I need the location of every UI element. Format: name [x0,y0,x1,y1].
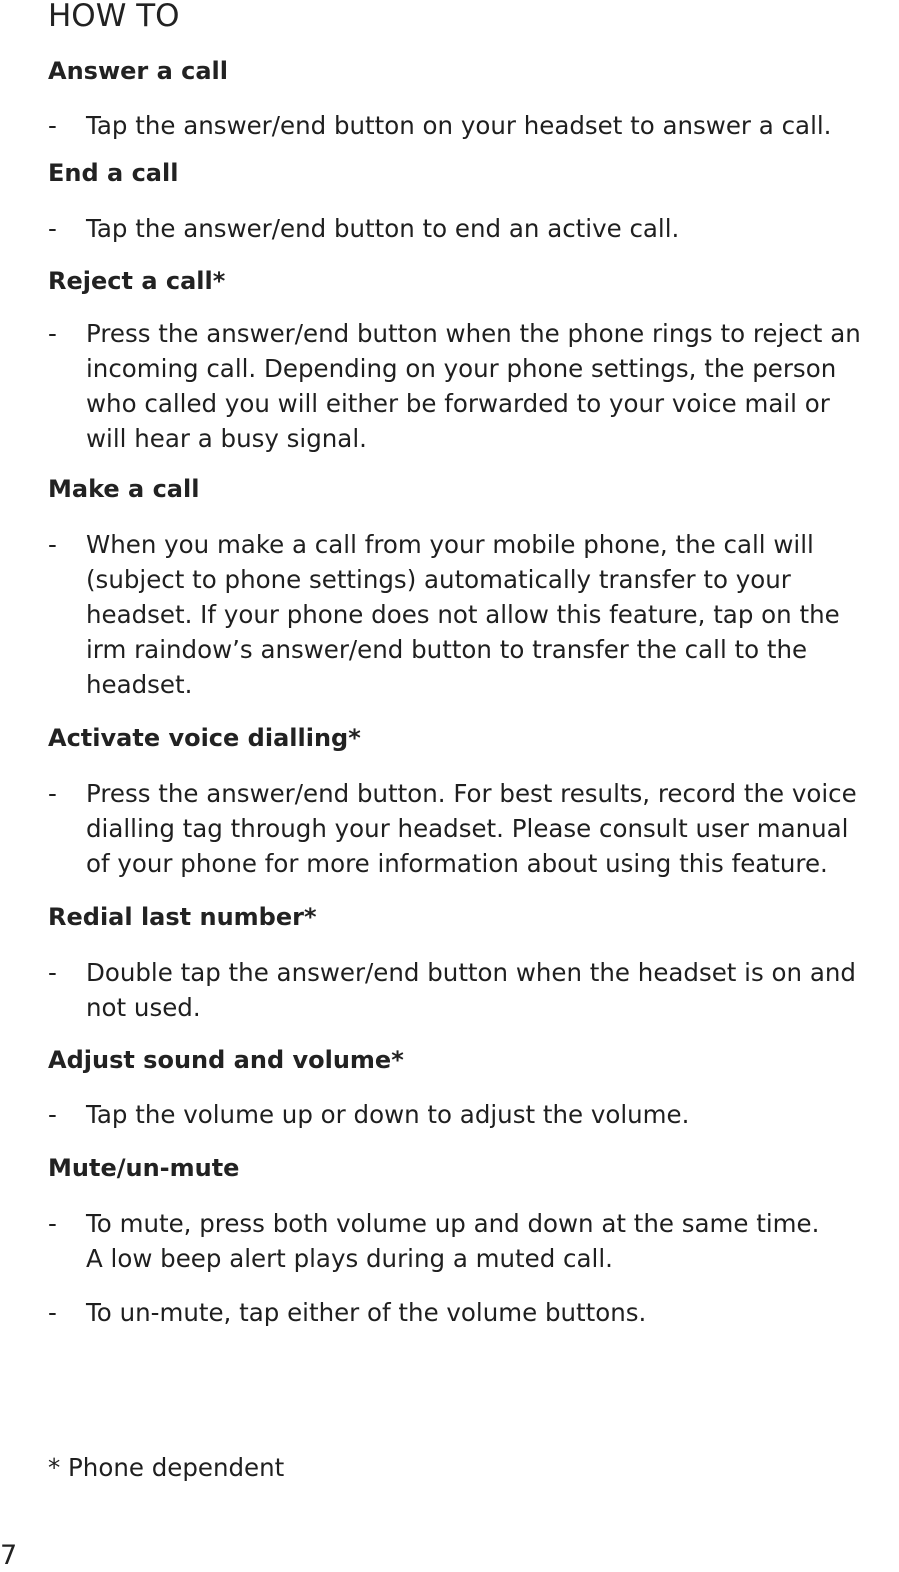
bullet-dash: - [48,779,57,808]
list-item-text: Press the answer/end button when the phone rings to reject an incoming call. Depending on your phone settings, the person who called you will either be forwarded to your voice mail or will hear a busy signal. [86,319,861,453]
bullet-dash: - [48,1100,57,1129]
bullet-dash: - [48,214,57,243]
list-item [48,316,899,456]
bullet-dash: - [48,1298,57,1327]
section-heading-answer-call: Answer a call [48,57,229,85]
footnote: * Phone dependent [48,1453,285,1482]
list-item [48,211,899,246]
list-item-text: Tap the answer/end button on your headset to answer a call. [86,111,832,140]
section-heading-mute: Mute/un-mute [48,1154,240,1182]
list-item-text: Tap the volume up or down to adjust the volume. [86,1100,690,1129]
list-item-text: Press the answer/end button. For best results, record the voice dialling tag through your headset. Please consult user manual of your phone for more information about using this feature. [86,779,857,878]
page-number: 7 [0,1540,18,1571]
section-heading-make-call: Make a call [48,475,200,503]
section-heading-redial: Redial last number* [48,903,317,931]
list-item-text: To un-mute, tap either of the volume buttons. [86,1298,647,1327]
list-item [48,1295,899,1330]
section-heading-end-call: End a call [48,159,179,187]
list-item [48,776,899,881]
page-title: HOW TO [48,0,180,34]
section-heading-reject-call: Reject a call* [48,267,226,295]
list-item [48,527,899,702]
list-item-text: Tap the answer/end button to end an active call. [86,214,680,243]
list-item [48,108,899,143]
list-item [48,1206,899,1276]
bullet-dash: - [48,1209,57,1238]
section-heading-volume: Adjust sound and volume* [48,1046,404,1074]
list-item-text: To mute, press both volume up and down at the same time. A low beep alert plays during a muted call. [86,1209,820,1273]
list-item [48,1097,899,1132]
list-item-text: Double tap the answer/end button when the headset is on and not used. [86,958,856,1022]
section-heading-voice-dialling: Activate voice dialling* [48,724,361,752]
bullet-dash: - [48,958,57,987]
list-item-text: When you make a call from your mobile phone, the call will (subject to phone settings) automatically transfer to your headset. If your phone does not allow this feature, tap on the irm raindow’s answer/end button to transfer the call to the headset. [86,530,840,699]
list-item [48,955,899,1025]
bullet-dash: - [48,530,57,559]
bullet-dash: - [48,111,57,140]
bullet-dash: - [48,319,57,348]
